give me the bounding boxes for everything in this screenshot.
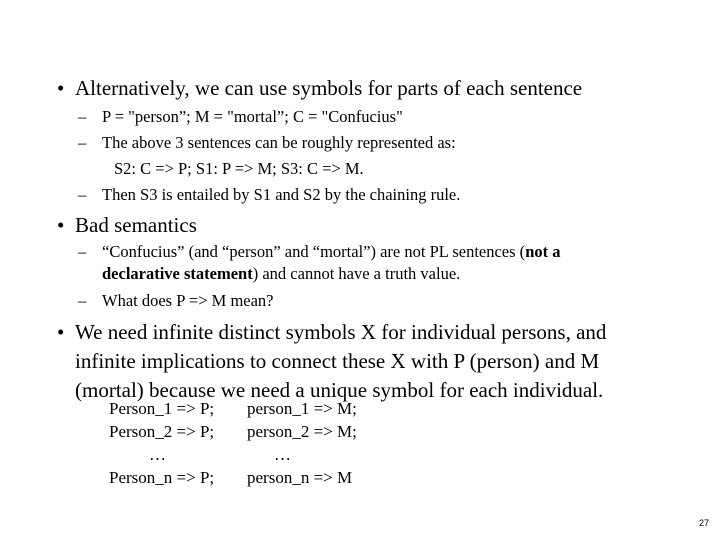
bullet-dot: •: [57, 320, 65, 344]
sub-bullet-entailed: [78, 182, 688, 208]
implication-row: [109, 420, 357, 443]
dash-marker: –: [78, 133, 87, 152]
implication-right: …: [274, 445, 291, 464]
implication-right: person_n => M: [247, 468, 353, 487]
bullet-text-line: (mortal) because we need a unique symbol for each individual.: [75, 378, 604, 402]
bullet-infinite-symbols: [57, 318, 697, 405]
implication-left: …: [149, 445, 166, 464]
sub-bullet-text: The above 3 sentences can be roughly represented as:: [102, 133, 456, 152]
implication-right: person_2 => M;: [247, 422, 357, 441]
sub-bullet-text: “Confucius” (and “person” and “mortal”) are not PL sentences (: [102, 242, 526, 261]
implication-right: person_1 => M;: [247, 399, 357, 418]
sub-bullet-text: Then S3 is entailed by S1 and S2 by the chaining rule.: [102, 185, 461, 204]
bullet-text: Alternatively, we can use symbols for parts of each sentence: [75, 76, 583, 100]
dash-marker: –: [78, 185, 87, 204]
implication-left: Person_2 => P;: [109, 422, 215, 441]
bullet-dot: •: [57, 213, 65, 237]
bold-text: not a: [525, 242, 561, 261]
dash-marker: –: [78, 107, 87, 126]
implication-row-ellipsis: [109, 443, 357, 466]
sub-bullet-text: ) and cannot have a truth value.: [252, 264, 461, 283]
sub-bullet-confucius: [78, 241, 688, 285]
sub-bullet-text: What does P => M mean?: [102, 291, 274, 310]
bullet-bad-semantics: [57, 211, 697, 240]
bullet-dot: •: [57, 76, 65, 100]
implication-list: [109, 397, 357, 489]
sub-bullet-text: P = "person”; M = "mortal”; C = "Confucius": [102, 107, 403, 126]
sub-bullet-represented: [78, 130, 688, 182]
bold-text: declarative statement: [102, 264, 253, 283]
implication-row: [109, 397, 357, 420]
implication-row: [109, 466, 357, 489]
dash-marker: –: [78, 242, 87, 261]
sub-bullet-what-does: [78, 288, 688, 314]
bullet-text-line: We need infinite distinct symbols X for individual persons, and: [75, 320, 607, 344]
dash-marker: –: [78, 291, 87, 310]
bullet-text: Bad semantics: [75, 213, 197, 237]
bullet-alternatively: [57, 74, 697, 103]
sub-bullet-symbols: [78, 104, 688, 130]
implication-left: Person_n => P;: [109, 468, 215, 487]
implication-left: Person_1 => P;: [109, 399, 215, 418]
bullet-text-line: infinite implications to connect these X with P (person) and M: [75, 349, 600, 373]
page-number: 27: [699, 518, 710, 528]
sub-bullet-continuation: S2: C => P; S1: P => M; S3: C => M.: [114, 159, 364, 178]
